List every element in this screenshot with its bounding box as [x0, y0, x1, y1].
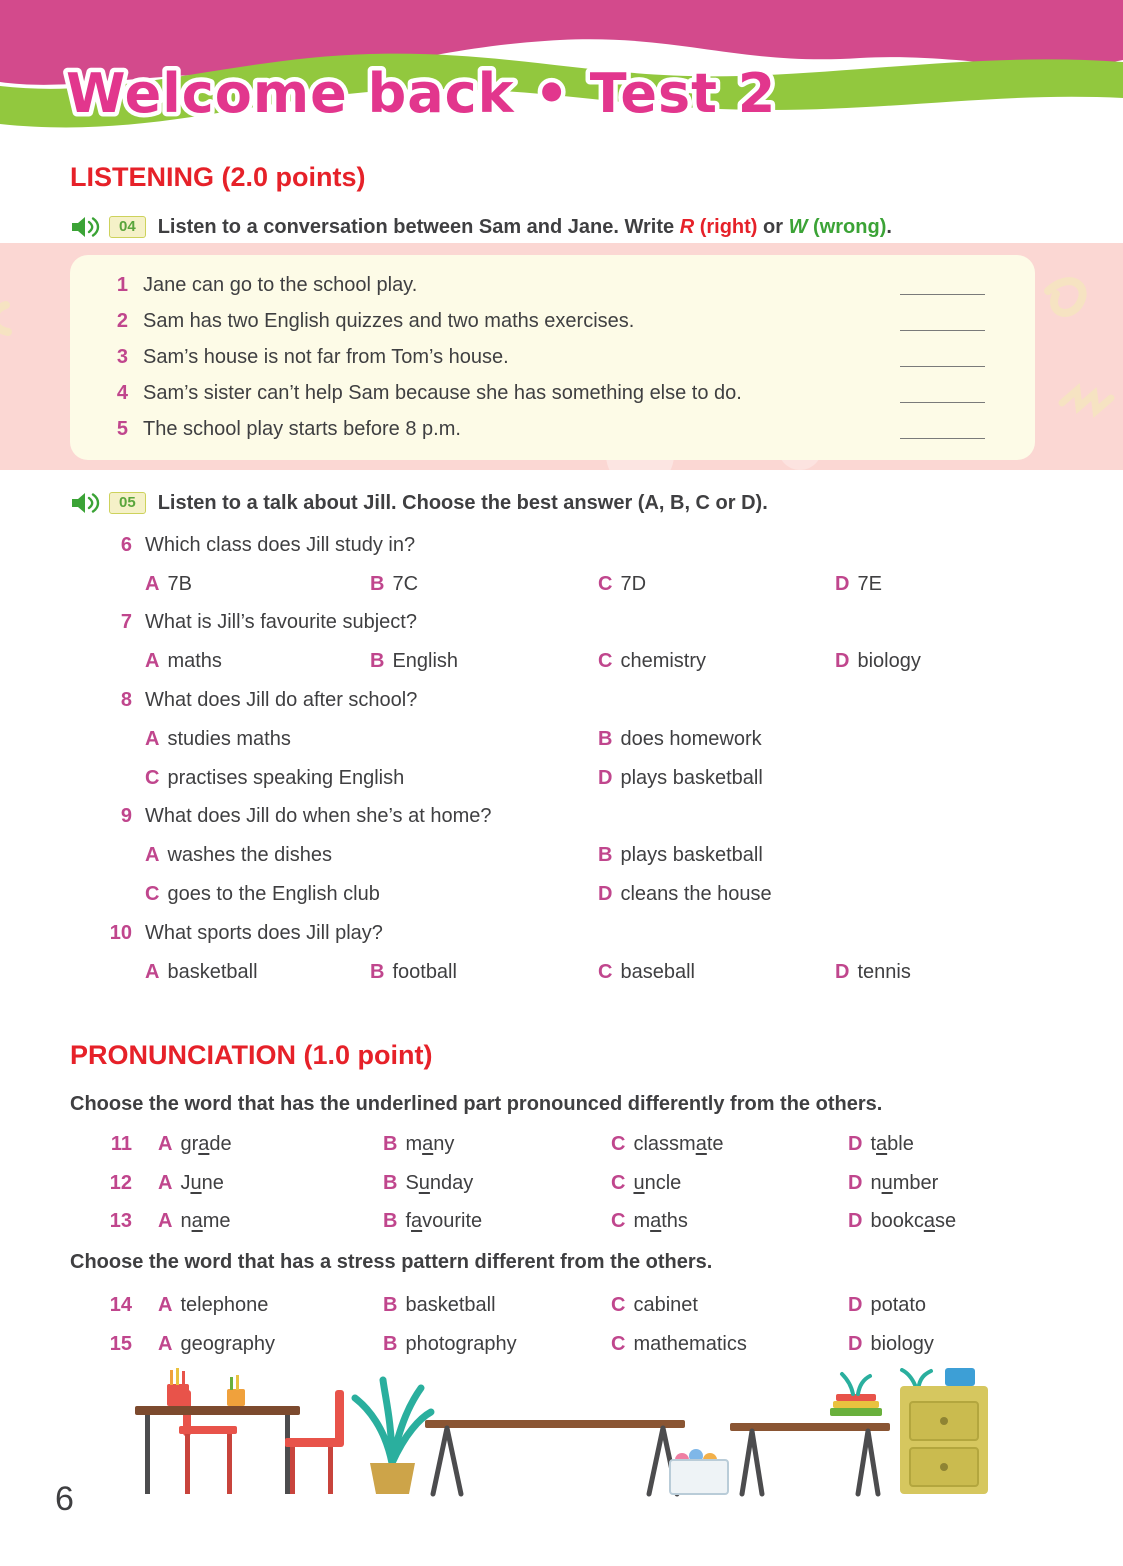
question-number: 15 — [109, 1332, 132, 1355]
option[interactable] — [848, 1294, 1083, 1317]
options-row — [158, 1333, 1083, 1356]
option-word: uncle — [633, 1171, 682, 1194]
option[interactable] — [383, 1172, 611, 1195]
options-row — [158, 1210, 1083, 1233]
option-letter: C — [145, 883, 160, 906]
option-text: potato — [870, 1293, 927, 1316]
pronunciation-row — [70, 1164, 1083, 1203]
option-text: English — [392, 650, 459, 673]
item-number: 2 — [116, 310, 128, 332]
listening-questions — [70, 526, 1083, 992]
option[interactable] — [835, 961, 1083, 984]
option-word: favourite — [405, 1210, 483, 1233]
question-number: 10 — [109, 921, 132, 944]
option-letter: D — [848, 1132, 863, 1155]
tf-item — [90, 382, 985, 405]
option[interactable] — [598, 844, 1083, 867]
classroom-illustration — [115, 1368, 1015, 1498]
options-row — [145, 642, 1083, 681]
options-row — [145, 759, 1083, 798]
listening-band — [0, 243, 1123, 470]
option-letter: B — [370, 572, 385, 595]
option-letter: C — [598, 960, 613, 983]
option-letter: A — [158, 1171, 173, 1194]
option-text: does homework — [620, 727, 762, 750]
true-false-box — [70, 255, 1035, 460]
option[interactable] — [598, 728, 1083, 751]
option-text: plays basketball — [620, 844, 763, 867]
option[interactable] — [158, 1294, 383, 1317]
vowel-instruction: Choose the word that has the underlined part pronounced differently from the others. — [70, 1093, 883, 1115]
pronunciation-row — [70, 1203, 1083, 1242]
instruction-segment: Listen to a conversation between Sam and Jane. Write — [157, 215, 675, 238]
option[interactable] — [383, 1294, 611, 1317]
option-letter: A — [158, 1132, 173, 1155]
option-word: bookcase — [870, 1210, 957, 1233]
question — [70, 681, 1083, 720]
listening-task2-line — [70, 488, 768, 518]
item-text: Sam has two English quizzes and two maths exercises. — [143, 310, 635, 332]
stress-instruction: Choose the word that has a stress pattern different from the others. — [70, 1251, 713, 1273]
question — [70, 526, 1083, 565]
question-number: 12 — [109, 1171, 132, 1194]
option[interactable] — [383, 1133, 611, 1156]
option-letter: C — [611, 1210, 626, 1233]
question — [70, 914, 1083, 953]
option-letter: C — [145, 766, 160, 789]
option-letter: A — [158, 1332, 173, 1355]
w-word: (wrong) — [813, 215, 887, 238]
option-text: telephone — [180, 1293, 269, 1316]
item-number: 4 — [116, 382, 128, 404]
options-row — [158, 1133, 1083, 1156]
question-number: 13 — [109, 1210, 132, 1233]
option[interactable] — [598, 573, 835, 596]
tf-item — [90, 418, 985, 441]
option-letter: A — [145, 727, 160, 750]
banner-waves — [0, 0, 1123, 160]
option[interactable] — [611, 1294, 848, 1317]
option[interactable] — [145, 961, 370, 984]
page-number: 6 — [55, 1480, 74, 1518]
option[interactable] — [835, 650, 1083, 673]
pronunciation-row — [70, 1125, 1083, 1164]
option[interactable] — [848, 1210, 1083, 1233]
option-letter: A — [158, 1293, 173, 1316]
option[interactable] — [158, 1210, 383, 1233]
underlined-part: a — [876, 1132, 888, 1155]
tf-item — [90, 310, 985, 333]
item-text: Jane can go to the school play. — [143, 274, 418, 296]
option-text: studies maths — [167, 727, 291, 750]
option-letter: D — [848, 1332, 863, 1355]
stress-rows — [70, 1286, 1083, 1364]
option-letter: C — [611, 1332, 626, 1355]
option[interactable] — [835, 573, 1083, 596]
options-row — [145, 836, 1083, 875]
cabinet-icon — [900, 1368, 988, 1494]
question-number: 7 — [120, 611, 132, 634]
option-word: classmate — [633, 1132, 724, 1155]
task1-instruction — [158, 216, 892, 239]
underlined-part: a — [923, 1210, 935, 1233]
option-text: maths — [167, 650, 222, 673]
option[interactable] — [145, 767, 598, 790]
page-title: Welcome back • Test 2 — [66, 62, 777, 125]
question-number: 6 — [120, 533, 132, 556]
option-letter: A — [145, 844, 160, 867]
answer-blank[interactable] — [900, 384, 985, 403]
decor-curl — [0, 305, 8, 332]
question-number: 9 — [120, 805, 132, 828]
question-text: What does Jill do when she’s at home? — [145, 805, 492, 828]
tf-item — [90, 274, 985, 297]
options-row — [158, 1172, 1083, 1195]
options-row — [158, 1294, 1083, 1317]
option[interactable] — [158, 1133, 383, 1156]
option-letter: C — [611, 1171, 626, 1194]
option[interactable] — [611, 1333, 848, 1356]
underlined-part: u — [418, 1171, 430, 1194]
option-letter: D — [835, 960, 850, 983]
option[interactable] — [370, 650, 598, 673]
option[interactable] — [848, 1172, 1083, 1195]
chair-icon — [285, 1390, 344, 1494]
option-word: table — [870, 1132, 914, 1155]
option-text: mathematics — [633, 1332, 747, 1355]
option[interactable] — [848, 1133, 1083, 1156]
pronunciation-row — [70, 1325, 1083, 1364]
audio-track-badge[interactable]: 04 — [109, 216, 146, 238]
option-text: 7E — [857, 572, 882, 595]
item-number: 5 — [116, 418, 128, 440]
option-letter: D — [598, 766, 613, 789]
option-letter: C — [611, 1293, 626, 1316]
option-text: geography — [180, 1332, 275, 1355]
option-text: 7B — [167, 572, 192, 595]
w-letter: W — [788, 215, 808, 238]
underlined-part: a — [695, 1132, 707, 1155]
option[interactable] — [145, 573, 370, 596]
option[interactable] — [383, 1333, 611, 1356]
option[interactable] — [145, 844, 598, 867]
option-text: photography — [405, 1332, 517, 1355]
answer-blank[interactable] — [900, 420, 985, 439]
plant-icon — [355, 1380, 431, 1494]
option-letter: D — [598, 883, 613, 906]
option-text: biology — [857, 650, 921, 673]
option-letter: A — [145, 572, 160, 595]
question-number: 11 — [110, 1132, 132, 1155]
listening-task1-line — [70, 212, 892, 242]
option-text: basketball — [405, 1293, 496, 1316]
option-text: washes the dishes — [167, 844, 332, 867]
option-word: June — [180, 1171, 224, 1194]
option-letter: A — [158, 1210, 173, 1233]
option-letter: D — [835, 650, 850, 673]
option[interactable] — [611, 1133, 848, 1156]
option-text: chemistry — [620, 650, 707, 673]
table-icon — [425, 1420, 685, 1494]
option-letter: B — [383, 1293, 398, 1316]
option[interactable] — [598, 883, 1083, 906]
decor-zigzag — [1062, 390, 1111, 411]
option-letter: A — [145, 650, 160, 673]
option-word: Sunday — [405, 1171, 474, 1194]
option[interactable] — [370, 573, 598, 596]
option[interactable] — [158, 1172, 383, 1195]
question-text: What is Jill’s favourite subject? — [145, 611, 417, 634]
option-text: 7D — [620, 572, 647, 595]
option-text: tennis — [857, 960, 911, 983]
task2-instruction: Listen to a talk about Jill. Choose the best answer (A, B, C or D). — [157, 491, 768, 514]
question-number: 8 — [120, 689, 132, 712]
option-letter: B — [370, 960, 385, 983]
option-letter: B — [370, 650, 385, 673]
option-word: grade — [180, 1132, 232, 1155]
r-word: (right) — [699, 215, 758, 238]
question — [70, 604, 1083, 643]
option-text: practises speaking English — [167, 766, 405, 789]
option-text: plays basketball — [620, 766, 763, 789]
item-text: Sam’s sister can’t help Sam because she has something else to do. — [143, 382, 742, 404]
options-row — [145, 720, 1083, 759]
option-letter: C — [598, 572, 613, 595]
option[interactable] — [383, 1210, 611, 1233]
tf-item — [90, 346, 985, 369]
option-letter: C — [598, 650, 613, 673]
option-letter: D — [848, 1293, 863, 1316]
option[interactable] — [370, 961, 598, 984]
options-row — [145, 953, 1083, 992]
option-letter: B — [383, 1171, 398, 1194]
header-banner — [0, 0, 1123, 160]
r-letter: R — [679, 215, 695, 238]
question-text: Which class does Jill study in? — [145, 533, 416, 556]
option-text: 7C — [392, 572, 419, 595]
option-letter: A — [145, 960, 160, 983]
vowel-rows — [70, 1125, 1083, 1241]
underlined-part: u — [190, 1171, 202, 1194]
option-text: baseball — [620, 960, 695, 983]
answer-blank[interactable] — [900, 312, 985, 331]
answer-blank[interactable] — [900, 276, 985, 295]
item-number: 1 — [116, 274, 128, 296]
speaker-icon[interactable] — [70, 214, 100, 240]
options-row — [145, 875, 1083, 914]
pronunciation-heading: PRONUNCIATION (1.0 point) — [70, 1040, 433, 1070]
pronunciation-row — [70, 1286, 1083, 1325]
option-word: many — [405, 1132, 455, 1155]
option-letter: B — [383, 1210, 398, 1233]
option[interactable] — [145, 883, 598, 906]
option-letter: C — [611, 1132, 626, 1155]
underlined-part: a — [411, 1210, 423, 1233]
audio-track-badge[interactable]: 05 — [109, 492, 146, 514]
speaker-icon[interactable] — [70, 490, 100, 516]
item-text: Sam’s house is not far from Tom’s house. — [143, 346, 509, 368]
option[interactable] — [598, 650, 835, 673]
option-letter: B — [383, 1332, 398, 1355]
option[interactable] — [158, 1333, 383, 1356]
option-word: maths — [633, 1210, 688, 1233]
option[interactable] — [598, 767, 1083, 790]
option-letter: B — [598, 727, 613, 750]
instruction-segment: or — [763, 215, 784, 238]
option-text: football — [392, 960, 457, 983]
option[interactable] — [611, 1210, 848, 1233]
option-letter: B — [383, 1132, 398, 1155]
option-letter: D — [848, 1210, 863, 1233]
question-number: 14 — [109, 1293, 132, 1316]
underlined-part: a — [422, 1132, 434, 1155]
option[interactable] — [848, 1333, 1083, 1356]
item-number: 3 — [116, 346, 128, 368]
option[interactable] — [145, 650, 370, 673]
underlined-part: a — [191, 1210, 203, 1233]
underlined-part: a — [650, 1210, 662, 1233]
option-word: number — [870, 1171, 939, 1194]
underlined-part: u — [633, 1171, 645, 1194]
answer-blank[interactable] — [900, 348, 985, 367]
table-icon — [730, 1374, 890, 1494]
option-letter: D — [848, 1171, 863, 1194]
toy-box-icon — [670, 1449, 728, 1494]
underlined-part: u — [881, 1171, 893, 1194]
option-text: cabinet — [633, 1293, 698, 1316]
question-text: What does Jill do after school? — [145, 689, 418, 712]
option[interactable] — [145, 728, 598, 751]
option-text: goes to the English club — [167, 883, 380, 906]
option-text: biology — [870, 1332, 934, 1355]
question — [70, 798, 1083, 837]
decor-squiggle — [1048, 281, 1083, 313]
underlined-part: a — [198, 1132, 210, 1155]
option[interactable] — [598, 961, 835, 984]
option-text: basketball — [167, 960, 258, 983]
instruction-segment: . — [886, 215, 892, 238]
options-row — [145, 565, 1083, 604]
option-letter: D — [835, 572, 850, 595]
option[interactable] — [611, 1172, 848, 1195]
question-text: What sports does Jill play? — [145, 921, 383, 944]
option-letter: B — [598, 844, 613, 867]
option-text: cleans the house — [620, 883, 772, 906]
item-text: The school play starts before 8 p.m. — [143, 418, 461, 440]
listening-heading: LISTENING (2.0 points) — [70, 162, 366, 192]
option-word: name — [180, 1210, 231, 1233]
